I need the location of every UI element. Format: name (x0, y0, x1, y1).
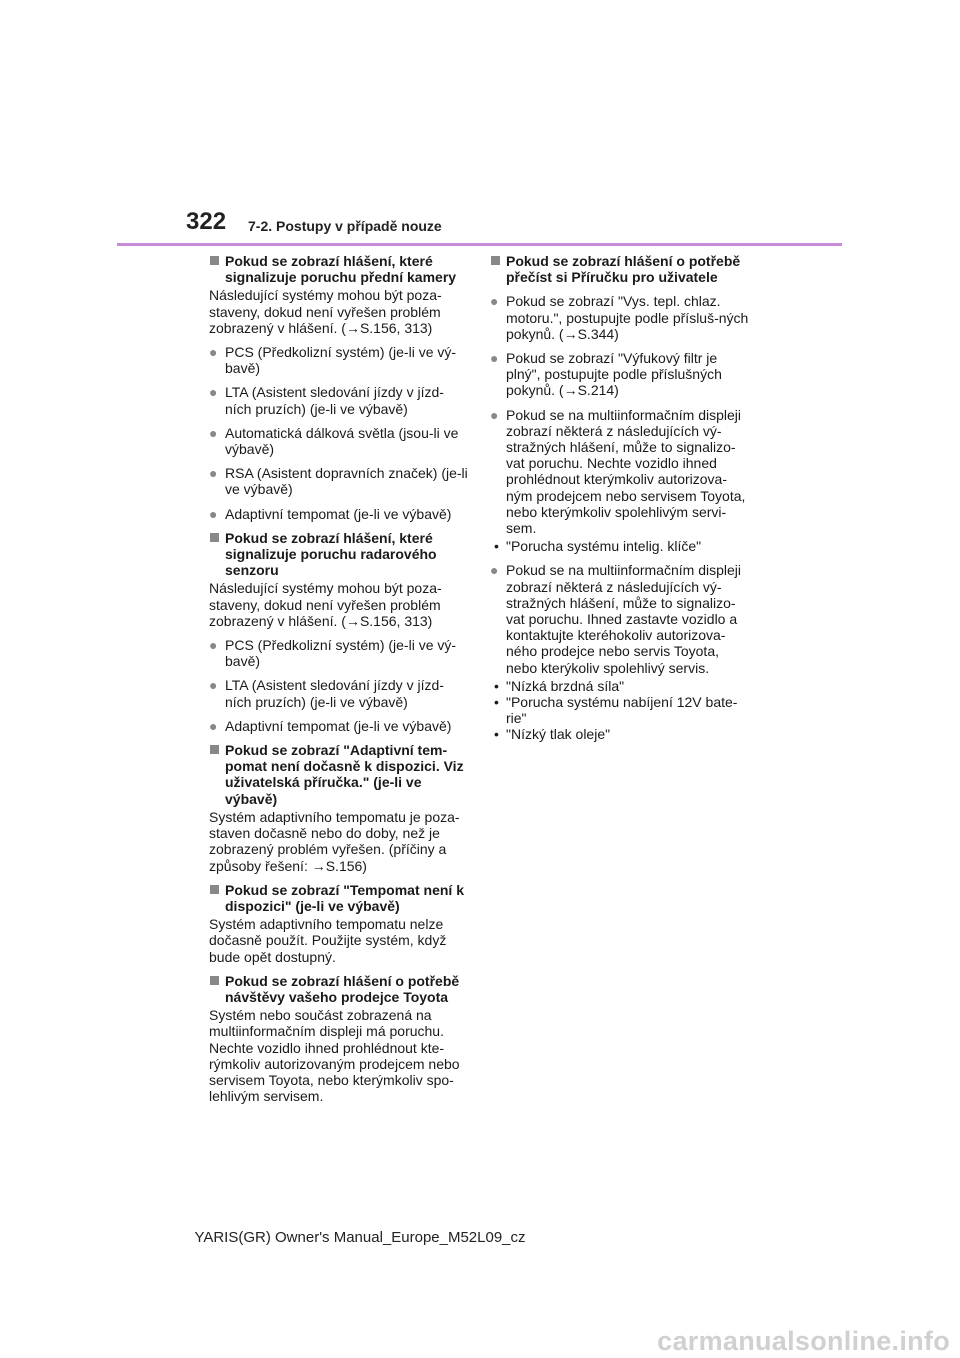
dash-list-item (490, 726, 750, 742)
square-bullet-icon (210, 256, 219, 265)
bullet-item (209, 506, 469, 522)
block-text: Následující systémy mohou být poza-staveny, dokud není vyřešen problém zobrazený v hlášení. (→S.156, 313) (209, 580, 442, 629)
dash-list-item (490, 694, 750, 726)
circle-bullet-icon: ● (490, 293, 499, 310)
block-text: Automatická dálková světla (jsou-li ve výbavě) (225, 424, 459, 458)
dash-bullet-icon: • (494, 538, 499, 555)
section-heading (209, 253, 469, 285)
bullet-item (490, 293, 750, 342)
page-number: 322 (186, 208, 227, 235)
block-text: LTA (Asistent sledování jízdy v jízd-ních pruzích) (je-li ve výbavě) (225, 384, 444, 417)
block-text: Systém adaptivního tempomatu nelze dočasně použít. Použijte systém, když bude opět dostupný. (209, 916, 447, 965)
square-bullet-icon (210, 745, 219, 754)
bullet-item (209, 677, 469, 709)
block-text: Pokud se zobrazí hlášení, které signalizuje poruchu přední kamery (225, 253, 457, 286)
block-text: Pokud se na multiinformačním displeji zobrazí některá z následujících vý-stražných hlášení, může to signalizo-vat poruchu. Nechte vozidlo ihned prohlédnout kterýmkoliv autorizova-ným prodejcem nebo servisem Toyota, nebo kterýmkoliv spolehlivým servi-sem. (506, 406, 746, 537)
paragraph (209, 287, 469, 336)
section-heading (209, 742, 469, 807)
bullet-item (209, 637, 469, 669)
block-text: RSA (Asistent dopravních značek) (je-li ve výbavě) (225, 465, 468, 498)
dash-list-item (490, 538, 750, 554)
dash-item-text: "Nízký tlak oleje" (506, 726, 611, 743)
square-bullet-icon (210, 976, 219, 985)
bullet-item (209, 384, 469, 416)
circle-bullet-icon: ● (209, 424, 218, 441)
block-text: PCS (Předkolizní systém) (je-li ve vý-bavě) (225, 344, 457, 377)
block-text: Pokud se na multiinformačním displeji zobrazí některá z následujících vý-stražných hlášení, může to signalizo-vat poruchu. Ihned zastavte vozidlo a kontaktujte kteréhokoliv autorizova-ného prodejce nebo servis Toyota, nebo kterýkoliv spolehlivý servis. (506, 562, 741, 676)
section-heading (209, 530, 469, 579)
paragraph (209, 580, 469, 629)
block-text: Pokud se zobrazí hlášení o potřebě přečíst si Příručku pro uživatele (506, 253, 741, 286)
block-text: Pokud se zobrazí "Výfukový filtr je plný", postupujte podle příslušných pokynů. (→S.214) (506, 350, 722, 399)
block-text: Pokud se zobrazí "Vys. tepl. chlaz. motoru.", postupujte podle přísluš-ných pokynů. (→S.344) (506, 293, 749, 342)
dash-item-text: "Nízká brzdná síla" (506, 677, 625, 694)
block-text: Následující systémy mohou být poza-staveny, dokud není vyřešen problém zobrazený v hlášení. (→S.156, 313) (209, 287, 442, 336)
section-heading (209, 882, 469, 914)
circle-bullet-icon: ● (209, 344, 218, 361)
bullet-item (490, 350, 750, 399)
circle-bullet-icon: ● (209, 677, 218, 694)
block-text: Pokud se zobrazí "Adaptivní tem-pomat není dočasně k dispozici. Viz uživatelská příručka." (je-li ve výbavě) (225, 742, 464, 807)
block-text: Systém nebo součást zobrazená na multiinformačním displeji má poruchu. Nechte vozidlo ihned prohlédnout kte-rýmkoliv autorizovaným prodejcem nebo servisem Toyota, nebo kterýmkoliv spo-lehlivým servisem. (209, 1007, 460, 1105)
dash-item-text: "Porucha systému nabíjení 12V bate-rie" (506, 694, 738, 727)
bullet-item (490, 562, 750, 675)
dash-bullet-icon: • (494, 726, 499, 743)
square-bullet-icon (210, 885, 219, 894)
circle-bullet-icon: ● (209, 717, 218, 734)
dash-list (490, 678, 750, 743)
block-text: Adaptivní tempomat (je-li ve výbavě) (225, 717, 452, 734)
section-heading (490, 253, 750, 285)
block-text: LTA (Asistent sledování jízdy v jízd-ních pruzích) (je-li ve výbavě) (225, 677, 444, 710)
bullet-item (209, 344, 469, 376)
left-column (209, 253, 469, 1112)
square-bullet-icon (210, 533, 219, 542)
watermark: carmanualsonline.info (657, 1326, 950, 1356)
dash-item-text: "Porucha systému intelig. klíče" (506, 538, 702, 555)
dash-bullet-icon: • (494, 694, 499, 711)
block-text: PCS (Předkolizní systém) (je-li ve vý-bavě) (225, 637, 457, 670)
bullet-item (209, 425, 469, 457)
circle-bullet-icon: ● (490, 406, 499, 423)
header-rule (117, 243, 842, 246)
footer-text: YARIS(GR) Owner's Manual_Europe_M52L09_cz (194, 1229, 526, 1246)
bullet-item (490, 407, 750, 537)
block-text: Pokud se zobrazí hlášení o potřebě návštěvy vašeho prodejce Toyota (225, 972, 460, 1005)
circle-bullet-icon: ● (490, 562, 499, 579)
circle-bullet-icon: ● (209, 637, 218, 654)
bullet-item (209, 465, 469, 497)
circle-bullet-icon: ● (209, 384, 218, 401)
paragraph (209, 916, 469, 965)
block-text: Pokud se zobrazí hlášení, které signalizuje poruchu radarového senzoru (225, 529, 437, 579)
paragraph (209, 809, 469, 874)
block-text: Systém adaptivního tempomatu je poza-staven dočasně nebo do doby, než je zobrazený problém vyřešen. (příčiny a způsoby řešení: →S.156) (209, 808, 460, 874)
bullet-item (209, 718, 469, 734)
paragraph (209, 1007, 469, 1104)
block-text: Adaptivní tempomat (je-li ve výbavě) (225, 505, 452, 522)
dash-list-item (490, 678, 750, 694)
circle-bullet-icon: ● (209, 505, 218, 522)
dash-list (490, 538, 750, 554)
dash-bullet-icon: • (494, 677, 499, 694)
block-text: Pokud se zobrazí "Tempomat není k dispozici" (je-li ve výbavě) (225, 881, 464, 914)
section-heading (209, 973, 469, 1005)
circle-bullet-icon: ● (490, 350, 499, 367)
right-column (490, 253, 750, 751)
circle-bullet-icon: ● (209, 465, 218, 482)
square-bullet-icon (491, 256, 500, 265)
section-title: 7-2. Postupy v případě nouze (248, 218, 442, 234)
